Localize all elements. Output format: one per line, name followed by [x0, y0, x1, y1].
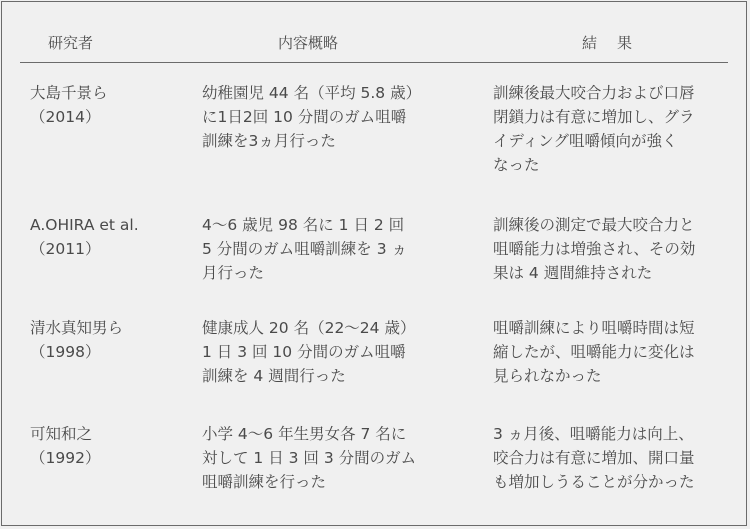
header-summary: 内容概略	[278, 34, 339, 52]
table-frame	[1, 1, 747, 526]
result-cell: 訓練後の測定で最大咬合力と 咀嚼能力は増強され、その効 果は 4 週間維持された	[493, 216, 696, 282]
study-cell: A.OHIRA et al. （2011）	[30, 216, 139, 258]
result-cell: 咀嚼訓練により咀嚼時間は短 縮したが、咀嚼能力に変化は 見られなかった	[493, 319, 695, 385]
summary-cell: 幼稚園児 44 名（平均 5.8 歳） に1日2回 10 分間のガム咀嚼 訓練を3ヵ月行った	[202, 84, 422, 150]
study-cell: 可知和之 （1992）	[30, 425, 101, 467]
header-result: 結果	[582, 34, 653, 52]
result-cell: 訓練後最大咬合力および口唇 閉鎖力は有意に増加し、グラ イディング咀嚼傾向が強く なった	[493, 84, 695, 174]
study-cell: 大島千景ら （2014）	[30, 84, 108, 126]
summary-cell: 健康成人 20 名（22〜24 歳） 1 日 3 回 10 分間のガム咀嚼 訓練を 4 週間行った	[202, 319, 416, 385]
result-cell: 3 ヵ月後、咀嚼能力は向上、 咬合力は有意に増加、開口量 も増加しうることが分かった	[493, 425, 695, 491]
study-cell: 清水真知男ら （1998）	[30, 319, 124, 361]
header-rule	[20, 62, 728, 63]
summary-cell: 4〜6 歳児 98 名に 1 日 2 回 5 分間のガム咀嚼訓練を 3 ヵ 月行った	[202, 216, 408, 282]
table-header	[2, 32, 746, 56]
header-study: 研究者	[48, 34, 94, 52]
summary-cell: 小学 4〜6 年生男女各 7 名に 対して 1 日 3 回 3 分間のガム 咀嚼訓練を行った	[202, 425, 417, 491]
